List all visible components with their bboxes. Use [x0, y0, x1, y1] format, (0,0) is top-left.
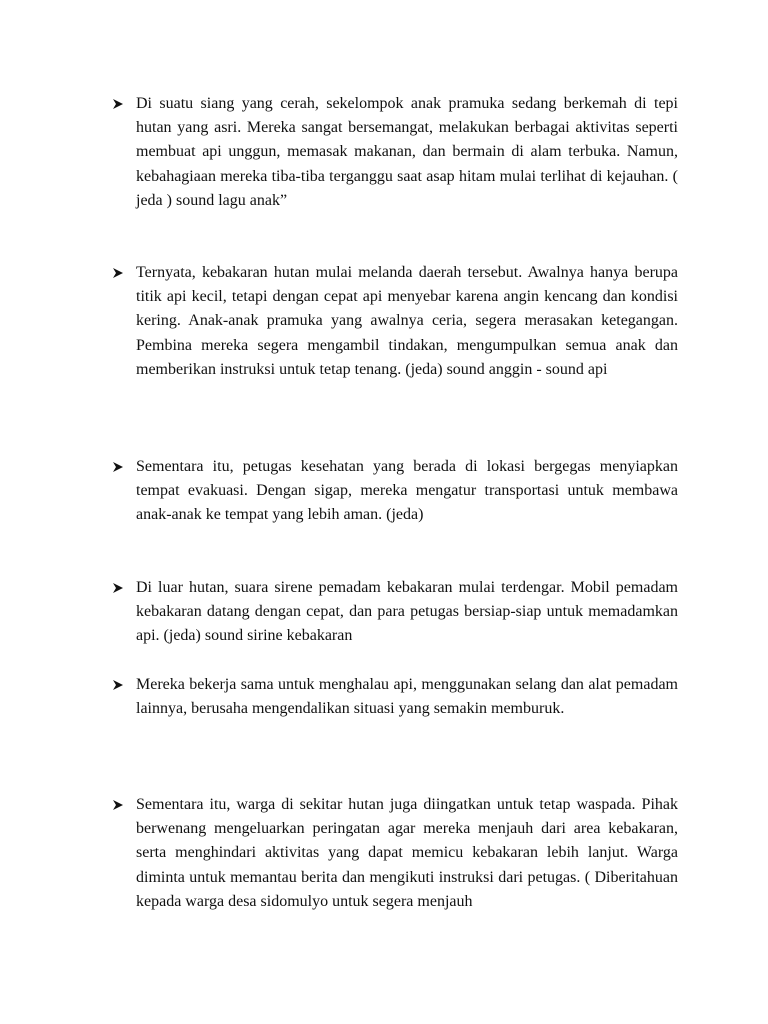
- arrowhead-bullet-icon: [112, 455, 126, 479]
- bullet-paragraph-2: [112, 261, 678, 382]
- bullet-paragraph-6: [112, 793, 678, 914]
- arrowhead-bullet-icon: [112, 92, 126, 116]
- bullet-paragraph-1: [112, 92, 678, 213]
- paragraph-text: Mereka bekerja sama untuk menghalau api, menggunakan selang dan alat pemadam lainnya, berusaha mengendalikan situasi yang semakin memburuk.: [136, 676, 678, 718]
- bullet-paragraph-3: [112, 455, 678, 528]
- paragraph-text: Sementara itu, petugas kesehatan yang berada di lokasi bergegas menyiapkan tempat evakuasi. Dengan sigap, mereka mengatur transportasi untuk membawa anak-anak ke tempat yang lebih aman. (jeda): [136, 458, 678, 524]
- arrowhead-bullet-icon: [112, 261, 126, 285]
- paragraph-text: Sementara itu, warga di sekitar hutan juga diingatkan untuk tetap waspada. Pihak berwenang mengeluarkan peringatan agar mereka menjauh dari area kebakaran, serta menghindari aktivitas yang dapat memicu kebakaran lebih lanjut. Warga diminta untuk memantau berita dan mengikuti instruksi dari petugas. ( Diberitahuan kepada warga desa sidomulyo untuk segera menjauh: [136, 796, 678, 910]
- paragraph-text: Di luar hutan, suara sirene pemadam kebakaran mulai terdengar. Mobil pemadam kebakaran datang dengan cepat, dan para petugas bersiap-siap untuk memadamkan api. (jeda) sound sirine kebakaran: [136, 579, 678, 645]
- paragraph-text: Ternyata, kebakaran hutan mulai melanda daerah tersebut. Awalnya hanya berupa titik api kecil, tetapi dengan cepat api menyebar karena angin kencang dan kondisi kering. Anak-anak pramuka yang awalnya ceria, segera merasakan ketegangan. Pembina mereka segera mengambil tindakan, mengumpulkan semua anak dan memberikan instruksi untuk tetap tenang. (jeda) sound anggin - sound api: [136, 264, 678, 378]
- arrowhead-bullet-icon: [112, 576, 126, 600]
- arrowhead-bullet-icon: [112, 793, 126, 817]
- bullet-paragraph-5: [112, 673, 678, 721]
- bullet-paragraph-4: [112, 576, 678, 649]
- paragraph-text: Di suatu siang yang cerah, sekelompok anak pramuka sedang berkemah di tepi hutan yang asri. Mereka sangat bersemangat, melakukan berbagai aktivitas seperti membuat api unggun, memasak makanan, dan bermain di alam terbuka. Namun, kebahagiaan mereka tiba-tiba terganggu saat asap hitam mulai terlihat di kejauhan. ( jeda ) sound lagu anak”: [136, 95, 678, 209]
- arrowhead-bullet-icon: [112, 673, 126, 697]
